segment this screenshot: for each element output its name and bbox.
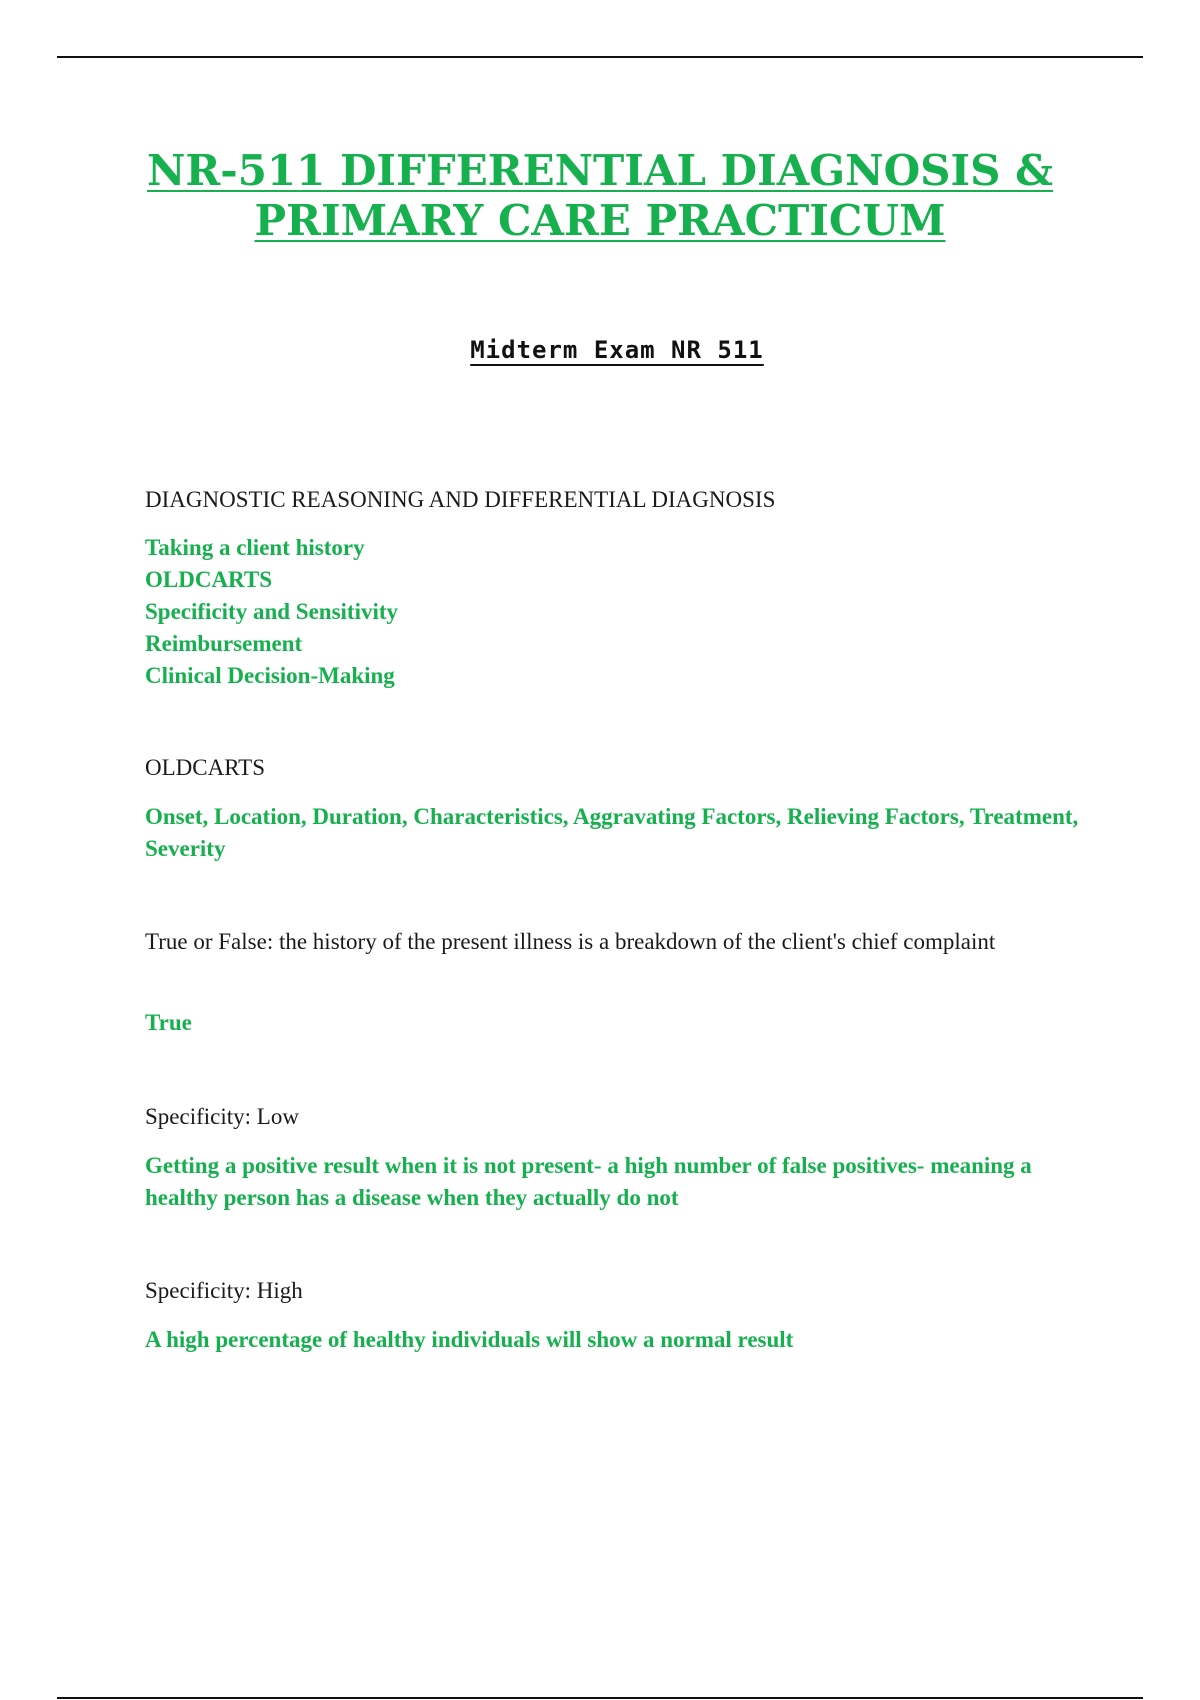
topic-item: OLDCARTS xyxy=(145,567,272,592)
answer-text: Onset, Location, Duration, Characteristics, Aggravating Factors, Relieving Factors, Treatment, Severity xyxy=(145,804,1079,861)
question-text: Specificity: Low xyxy=(145,1104,299,1129)
answer-text: A high percentage of healthy individuals will show a normal result xyxy=(145,1327,794,1352)
document-title: NR-511 DIFFERENTIAL DIAGNOSIS & PRIMARY CARE PRACTICUM xyxy=(146,146,1054,245)
question-text: Specificity: High xyxy=(145,1278,303,1303)
topic-item: Specificity and Sensitivity xyxy=(145,599,399,624)
topic-item: Taking a client history xyxy=(145,535,365,560)
question-text: OLDCARTS xyxy=(145,755,266,780)
answer-text: True xyxy=(145,1010,192,1035)
topic-list xyxy=(145,532,398,692)
question-text: True or False: the history of the present illness is a breakdown of the client's chief complaint xyxy=(145,929,996,954)
topic-item: Reimbursement xyxy=(145,631,303,656)
topic-item: Clinical Decision-Making xyxy=(145,663,395,688)
top-rule xyxy=(57,56,1143,58)
bottom-rule xyxy=(57,1697,1143,1699)
section-heading: DIAGNOSTIC REASONING AND DIFFERENTIAL DIAGNOSIS xyxy=(145,487,776,512)
answer-text: Getting a positive result when it is not present- a high number of false positives- meaning a healthy person has a disease when they actually do not xyxy=(145,1153,1032,1210)
document-subtitle: Midterm Exam NR 511 xyxy=(470,336,764,364)
